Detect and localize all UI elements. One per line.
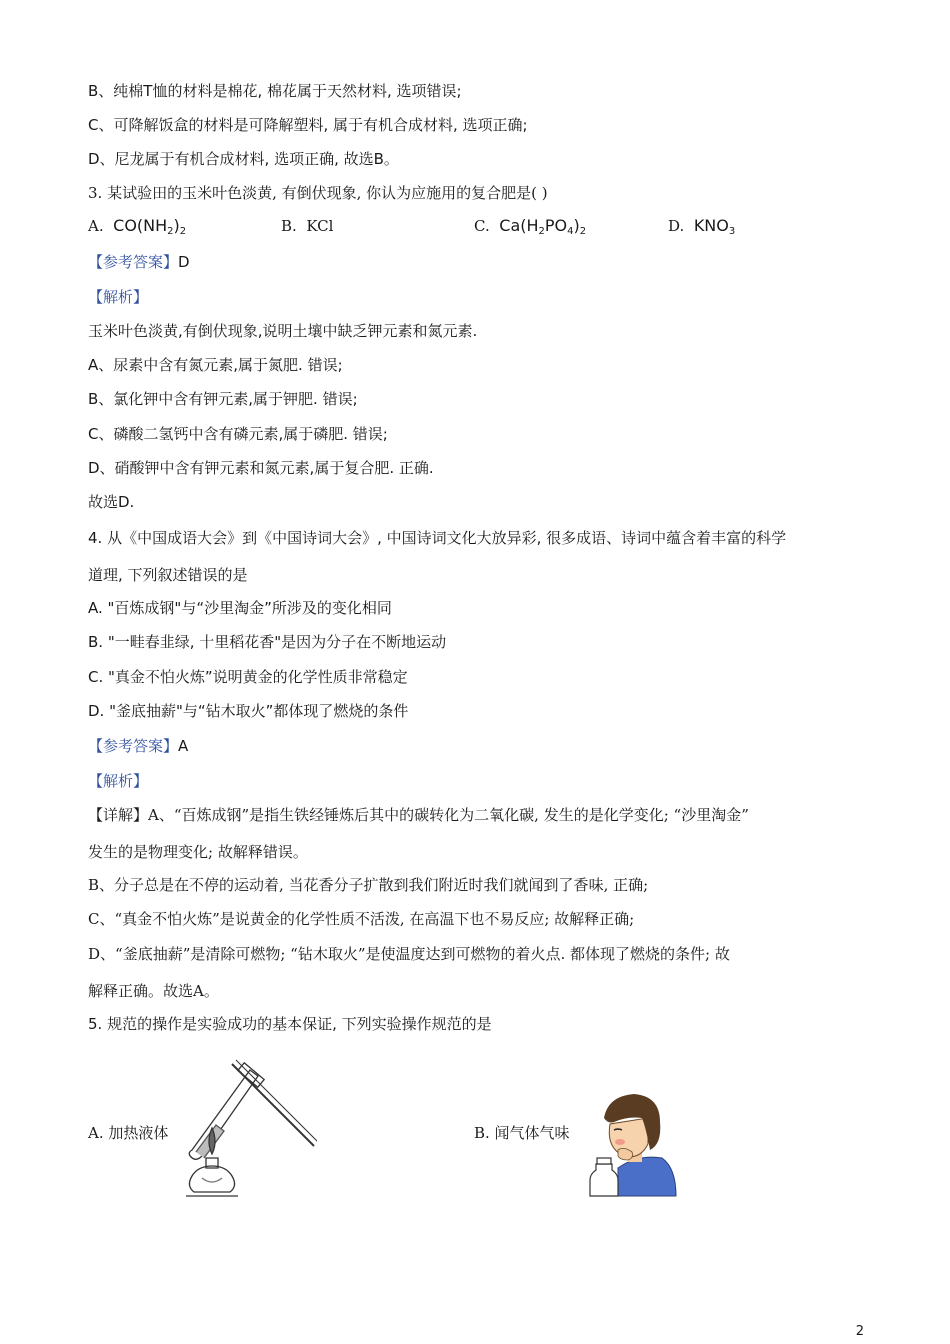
question-3: 3. 某试验田的玉米叶色淡黄, 有倒伏现象, 你认为应施用的复合肥是( ) xyxy=(88,184,548,202)
text-line: 解释正确。故选A。 xyxy=(88,982,219,1000)
text-line: B、纯棉T恤的材料是棉花, 棉花属于天然材料, 选项错误; xyxy=(88,82,462,100)
formula: KCl xyxy=(306,217,334,235)
formula: $KNO_3$ xyxy=(693,216,736,237)
text-line: A、尿素中含有氮元素,属于氮肥. 错误; xyxy=(88,356,343,374)
answer-label: 【参考答案】 xyxy=(88,253,179,271)
text-line: C、可降解饭盒的材料是可降解塑料, 属于有机合成材料, 选项正确; xyxy=(88,116,528,134)
q3-option-c xyxy=(474,216,586,236)
q3-option-d xyxy=(668,216,735,236)
answer-value: A xyxy=(178,737,189,755)
answer-label: 【参考答案】 xyxy=(88,737,179,755)
option-letter: C. xyxy=(474,217,490,235)
page-number: 2 xyxy=(855,1324,864,1339)
option-letter: B. xyxy=(281,217,297,235)
q4-option-d: D. "釜底抽薪"与“钻木取火”都体现了燃烧的条件 xyxy=(88,702,409,720)
q4-option-c: C. "真金不怕火炼”说明黄金的化学性质非常稳定 xyxy=(88,668,408,686)
text-line: D、硝酸钾中含有钾元素和氮元素,属于复合肥. 正确. xyxy=(88,459,434,477)
analysis-label: 【解析】 xyxy=(88,772,149,790)
formula: $CO(NH_2)_2$ xyxy=(113,216,187,237)
q3-option-b xyxy=(281,216,333,236)
text-line: C、磷酸二氢钙中含有磷元素,属于磷肥. 错误; xyxy=(88,425,388,443)
analysis-label: 【解析】 xyxy=(88,288,149,306)
question-5: 5. 规范的操作是实验成功的基本保证, 下列实验操作规范的是 xyxy=(88,1015,492,1033)
q4-option-a: A. "百炼成钢"与“沙里淘金”所涉及的变化相同 xyxy=(88,599,392,617)
text-line: D、“釜底抽薪”是清除可燃物; “钻木取火”是使温度达到可燃物的着火点. 都体现了燃烧的条件; 故 xyxy=(88,945,730,963)
answer-value: D xyxy=(178,253,190,271)
option-letter: D. xyxy=(668,217,685,235)
question-4: 4. 从《中国成语大会》到《中国诗词大会》, 中国诗词文化大放异彩, 很多成语、诗词中蕴含着丰富的科学 xyxy=(88,529,787,547)
q5-option-b: B. 闻气体气味 xyxy=(474,1124,570,1142)
text-line: 故选D. xyxy=(88,493,135,511)
q5-option-a: A. 加热液体 xyxy=(88,1124,169,1142)
formula: $Ca(H_2PO_4)_2$ xyxy=(499,216,587,237)
answer-4 xyxy=(88,736,188,756)
text-line: 发生的是物理变化; 故解释错误。 xyxy=(88,843,308,861)
text-line: B、氯化钾中含有钾元素,属于钾肥. 错误; xyxy=(88,390,358,408)
text-line: C、“真金不怕火炼”是说黄金的化学性质不活泼, 在高温下也不易反应; 故解释正确; xyxy=(88,910,635,928)
option-letter: A. xyxy=(88,217,104,235)
q4-option-b: B. "一畦春韭绿, 十里稻花香"是因为分子在不断地运动 xyxy=(88,633,447,651)
text-line: 道理, 下列叙述错误的是 xyxy=(88,566,248,584)
text-line: B、分子总是在不停的运动着, 当花香分子扩散到我们附近时我们就闻到了香味, 正确; xyxy=(88,876,649,894)
text-line: 玉米叶色淡黄,有倒伏现象,说明土壤中缺乏钾元素和氮元素. xyxy=(88,322,478,340)
text-line: 【详解】A、“百炼成钢”是指生铁经锤炼后其中的碳转化为二氧化碳, 发生的是化学变化; “沙里淘金” xyxy=(88,806,749,824)
q3-option-a xyxy=(88,216,186,236)
heating-liquid-illustration xyxy=(172,1058,317,1200)
smelling-gas-illustration xyxy=(588,1088,680,1198)
text-line: D、尼龙属于有机合成材料, 选项正确, 故选B。 xyxy=(88,150,399,168)
answer-3 xyxy=(88,252,190,272)
